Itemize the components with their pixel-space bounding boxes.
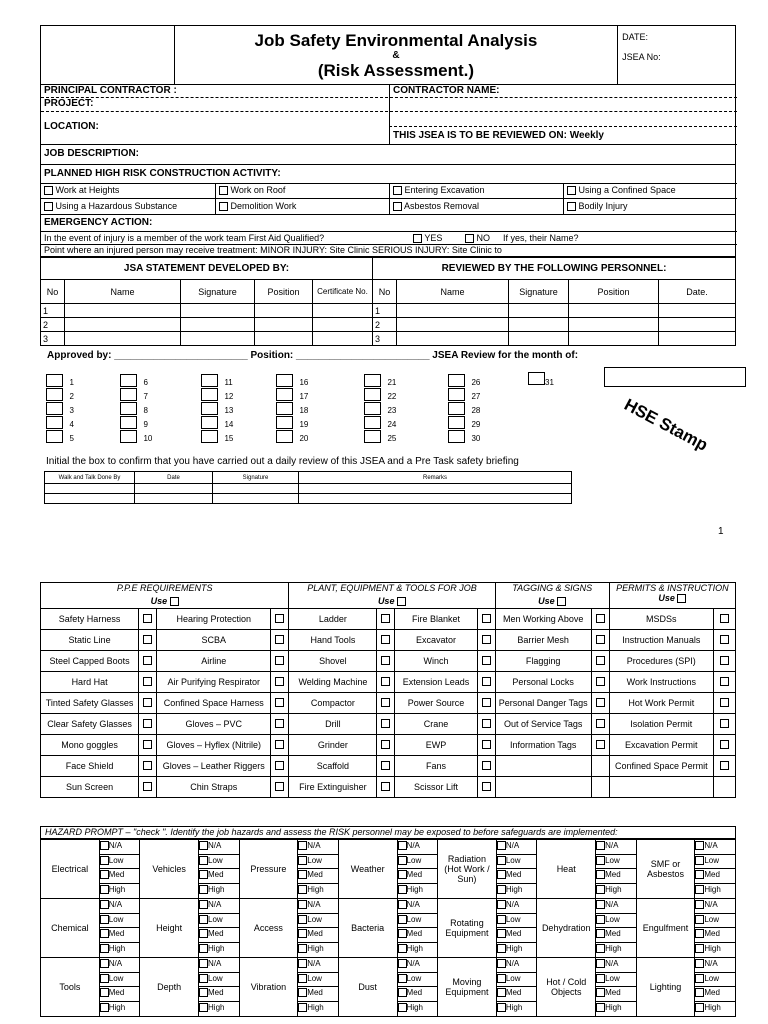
ppe-item: Safety Harness <box>41 609 139 630</box>
day-box-4[interactable]: 4 <box>46 414 74 432</box>
table-row <box>41 735 736 756</box>
ppe-item: Hearing Protection <box>157 609 271 630</box>
jsea-no-label: JSEA No: <box>622 52 661 62</box>
ppe-item: Work Instructions <box>609 672 713 693</box>
table-row: 1 1 <box>41 304 736 318</box>
ppe-checkbox[interactable] <box>377 714 395 735</box>
ppe-item: Barrier Mesh <box>495 630 591 651</box>
day-box-15[interactable]: 15 <box>201 428 233 446</box>
activity-hazardous-substance[interactable]: Using a Hazardous Substance <box>44 201 177 211</box>
day-box-20[interactable]: 20 <box>276 428 308 446</box>
emergency-title: EMERGENCY ACTION: <box>44 217 153 228</box>
ppe-item: Tinted Safety Glasses <box>41 693 139 714</box>
ppe-checkbox[interactable] <box>377 777 395 798</box>
day-box-18[interactable]: 18 <box>276 400 308 418</box>
ppe-item: Procedures (SPI) <box>609 651 713 672</box>
ppe-checkbox[interactable] <box>591 693 609 714</box>
hazard-levels[interactable]: N/A Low Med High <box>596 899 637 958</box>
hse-stamp: HSE Stamp <box>621 395 711 455</box>
day-box-6[interactable]: 6 <box>120 372 148 390</box>
date-cell <box>618 26 736 85</box>
ppe-item: Gloves – Leather Riggers <box>157 756 271 777</box>
ppe-checkbox[interactable] <box>477 651 495 672</box>
day-box-30[interactable]: 30 <box>448 428 480 446</box>
hazard-name: Tools <box>41 958 100 1017</box>
day-box-14[interactable]: 14 <box>201 414 233 432</box>
ppe-item: Drill <box>289 714 377 735</box>
hazard-name: Height <box>140 899 199 958</box>
hazard-name: Vehicles <box>140 840 199 899</box>
hazard-name: Dust <box>338 958 397 1017</box>
doc-title: Job Safety Environmental Analysis <box>254 30 538 50</box>
hazard-levels[interactable]: N/A Low Med High <box>99 899 140 958</box>
ppe-checkbox[interactable] <box>477 609 495 630</box>
ppe-checkbox[interactable] <box>591 609 609 630</box>
ppe-checkbox[interactable] <box>271 714 289 735</box>
logo-cell <box>41 26 175 85</box>
ppe-item: Out of Service Tags <box>495 714 591 735</box>
ppe-item: Welding Machine <box>289 672 377 693</box>
ppe-item: Hot Work Permit <box>609 693 713 714</box>
ppe-checkbox[interactable] <box>139 777 157 798</box>
ppe-checkbox[interactable] <box>713 756 735 777</box>
table-row <box>41 693 736 714</box>
day-box-29[interactable]: 29 <box>448 414 480 432</box>
ppe-checkbox[interactable] <box>377 672 395 693</box>
hazard-levels[interactable]: N/A Low Med High <box>695 899 736 958</box>
day-box-3[interactable]: 3 <box>46 400 74 418</box>
principal-field[interactable]: PRINCIPAL CONTRACTOR : <box>44 85 177 96</box>
hazard-levels[interactable]: N/A Low Med High <box>298 899 339 958</box>
hazard-levels[interactable]: N/A Low Med High <box>199 840 240 899</box>
ppe-item: Shovel <box>289 651 377 672</box>
table-row <box>41 756 736 777</box>
ppe-checkbox[interactable] <box>713 672 735 693</box>
ppe-checkbox[interactable] <box>271 651 289 672</box>
hazard-levels[interactable]: N/A Low Med High <box>397 958 438 1017</box>
activity-demolition[interactable]: Demolition Work <box>219 201 296 211</box>
hazard-levels[interactable]: N/A Low Med High <box>298 958 339 1017</box>
ppe-item: EWP <box>395 735 477 756</box>
fields-block <box>40 85 736 165</box>
hazard-levels[interactable]: N/A Low Med High <box>397 899 438 958</box>
col-name: Name <box>65 280 181 304</box>
date-label: DATE: <box>622 32 648 42</box>
hazard-levels[interactable]: N/A Low Med High <box>496 899 537 958</box>
hazard-levels[interactable]: N/A Low Med High <box>298 840 339 899</box>
ppe-item: Excavation Permit <box>609 735 713 756</box>
ppe-checkbox[interactable] <box>377 735 395 756</box>
ppe-checkbox[interactable] <box>139 693 157 714</box>
day-box-23[interactable]: 23 <box>364 400 396 418</box>
ppe-checkbox[interactable] <box>139 630 157 651</box>
day-box-28[interactable]: 28 <box>448 400 480 418</box>
col-certificate: Certificate No. <box>313 280 373 304</box>
ppe-item: Hand Tools <box>289 630 377 651</box>
ppe-checkbox[interactable] <box>271 630 289 651</box>
day-box-5[interactable]: 5 <box>46 428 74 446</box>
ppe-item: SCBA <box>157 630 271 651</box>
day-box-19[interactable]: 19 <box>276 414 308 432</box>
day-box-12[interactable]: 12 <box>201 386 233 404</box>
hazard-name: SMF or Asbestos <box>636 840 695 899</box>
ppe-item <box>609 777 713 798</box>
ppe-item: Scissor Lift <box>395 777 477 798</box>
day-grid <box>46 372 606 452</box>
ppe-item: Steel Capped Boots <box>41 651 139 672</box>
ppe-item: Grinder <box>289 735 377 756</box>
ppe-item: Personal Danger Tags <box>495 693 591 714</box>
ppe-checkbox[interactable] <box>271 693 289 714</box>
ppe-item: Crane <box>395 714 477 735</box>
reviewed-title: REVIEWED BY THE FOLLOWING PERSONNEL: <box>373 258 736 280</box>
ppe-checkbox[interactable] <box>591 735 609 756</box>
hazard-name: Moving Equipment <box>438 958 497 1017</box>
ppe-item: Excavator <box>395 630 477 651</box>
first-aid-question: In the event of injury is a member of the work team First Aid Qualified? <box>44 233 325 243</box>
hazard-name: Lighting <box>636 958 695 1017</box>
ppe-checkbox[interactable] <box>477 672 495 693</box>
initial-note: Initial the box to confirm that you have carried out a daily review of this JSEA and a Pre Task safety briefing <box>46 456 519 467</box>
ppe-checkbox <box>591 756 609 777</box>
day-box-13[interactable]: 13 <box>201 400 233 418</box>
hazard-name: Hot / Cold Objects <box>537 958 596 1017</box>
ppe-checkbox[interactable] <box>377 756 395 777</box>
ppe-item: Hard Hat <box>41 672 139 693</box>
hazard-levels[interactable]: N/A Low Med High <box>199 958 240 1017</box>
col-no: No <box>41 280 65 304</box>
ppe-checkbox[interactable] <box>713 714 735 735</box>
ppe-item: Face Shield <box>41 756 139 777</box>
ppe-checkbox[interactable] <box>477 756 495 777</box>
day-box-26[interactable]: 26 <box>448 372 480 390</box>
statement-table <box>40 257 736 346</box>
ppe-checkbox[interactable] <box>139 651 157 672</box>
day-box-24[interactable]: 24 <box>364 414 396 432</box>
table-row <box>41 630 736 651</box>
header-table <box>40 25 736 85</box>
doc-amp: & <box>392 49 400 61</box>
ppe-item: Compactor <box>289 693 377 714</box>
table-row <box>41 777 736 798</box>
day-box-10[interactable]: 10 <box>120 428 152 446</box>
hazard-name: Dehydration <box>537 899 596 958</box>
table-row <box>41 714 736 735</box>
day-box-21[interactable]: 21 <box>364 372 396 390</box>
day-box-9[interactable]: 9 <box>120 414 148 432</box>
day-box-27[interactable]: 27 <box>448 386 480 404</box>
ppe-item: Information Tags <box>495 735 591 756</box>
ppe-checkbox[interactable] <box>139 714 157 735</box>
ppe-checkbox[interactable] <box>139 735 157 756</box>
activity-work-at-heights[interactable]: Work at Heights <box>44 185 119 195</box>
ppe-item: Fire Extinguisher <box>289 777 377 798</box>
day-box-25[interactable]: 25 <box>364 428 396 446</box>
ppe-checkbox[interactable] <box>713 651 735 672</box>
ppe-checkbox[interactable] <box>377 630 395 651</box>
ppe-checkbox[interactable] <box>139 609 157 630</box>
title-cell <box>174 26 617 85</box>
ppe-checkbox <box>713 777 735 798</box>
ppe-checkbox[interactable] <box>713 735 735 756</box>
hazard-levels[interactable]: N/A Low Med High <box>596 840 637 899</box>
ppe-checkbox[interactable] <box>271 609 289 630</box>
ppe-item: Personal Locks <box>495 672 591 693</box>
ppe-item: Fire Blanket <box>395 609 477 630</box>
hazard-name: Chemical <box>41 899 100 958</box>
walk-talk-table: Walk and Talk Done By Date Signature Remarks <box>44 471 572 504</box>
hazard-levels[interactable]: N/A Low Med High <box>397 840 438 899</box>
ppe-checkbox[interactable] <box>377 693 395 714</box>
activity-asbestos-removal[interactable]: Asbestos Removal <box>393 201 479 211</box>
col-position-r: Position <box>569 280 659 304</box>
ppe-item: Airline <box>157 651 271 672</box>
day-box-7[interactable]: 7 <box>120 386 148 404</box>
ppe-header: PLANT, EQUIPMENT & TOOLS FOR JOB Use <box>289 583 495 609</box>
ppe-item: Instruction Manuals <box>609 630 713 651</box>
ppe-checkbox[interactable] <box>591 630 609 651</box>
ppe-item: Gloves – Hyflex (Nitrile) <box>157 735 271 756</box>
ppe-item: Clear Safety Glasses <box>41 714 139 735</box>
ppe-checkbox[interactable] <box>591 672 609 693</box>
ppe-checkbox[interactable] <box>477 735 495 756</box>
ppe-checkbox[interactable] <box>477 777 495 798</box>
table-row <box>41 958 736 1017</box>
hazard-name: Electrical <box>41 840 100 899</box>
ppe-item: Ladder <box>289 609 377 630</box>
first-aid-name[interactable]: If yes, their Name? <box>503 233 579 243</box>
hazard-levels[interactable]: N/A Low Med High <box>695 958 736 1017</box>
hazard-name: Heat <box>537 840 596 899</box>
ppe-item: Isolation Permit <box>609 714 713 735</box>
hazard-levels[interactable]: N/A Low Med High <box>99 958 140 1017</box>
ppe-item <box>495 777 591 798</box>
ppe-item: Static Line <box>41 630 139 651</box>
hazard-prompt: HAZARD PROMPT – "check ". Identify the job hazards and assess the RISK personnel may be exposed to before safeguards are implemented: <box>40 826 736 839</box>
ppe-item: Scaffold <box>289 756 377 777</box>
ppe-checkbox[interactable] <box>139 756 157 777</box>
hazard-name: Weather <box>338 840 397 899</box>
hazard-name: Rotating Equipment <box>438 899 497 958</box>
day-box-22[interactable]: 22 <box>364 386 396 404</box>
hazard-levels[interactable]: N/A Low Med High <box>99 840 140 899</box>
location-field[interactable]: LOCATION: <box>44 121 99 132</box>
table-row <box>41 609 736 630</box>
day-box-11[interactable]: 11 <box>201 372 233 390</box>
ppe-item: Fans <box>395 756 477 777</box>
ppe-checkbox[interactable] <box>271 672 289 693</box>
ppe-header: P.P.E REQUIREMENTS Use <box>41 583 289 609</box>
ppe-checkbox[interactable] <box>591 714 609 735</box>
ppe-item: Winch <box>395 651 477 672</box>
hazard-table <box>40 839 736 1017</box>
ppe-checkbox[interactable] <box>591 651 609 672</box>
col-position: Position <box>255 280 313 304</box>
hazard-name: Depth <box>140 958 199 1017</box>
month-box[interactable] <box>604 367 746 387</box>
planned-title: PLANNED HIGH RISK CONSTRUCTION ACTIVITY: <box>44 168 281 179</box>
first-aid-yes[interactable]: YES <box>413 233 442 243</box>
jsa-developed-title: JSA STATEMENT DEVELOPED BY: <box>41 258 373 280</box>
day-box-2[interactable]: 2 <box>46 386 74 404</box>
ppe-item: Gloves – PVC <box>157 714 271 735</box>
ppe-item: Power Source <box>395 693 477 714</box>
project-field[interactable]: PROJECT: <box>44 98 94 109</box>
hazard-levels[interactable]: N/A Low Med High <box>496 840 537 899</box>
ppe-item: Extension Leads <box>395 672 477 693</box>
ppe-checkbox[interactable] <box>477 693 495 714</box>
ppe-item: Chin Straps <box>157 777 271 798</box>
page-number: 1 <box>718 526 724 537</box>
ppe-table <box>40 582 736 798</box>
ppe-item: Flagging <box>495 651 591 672</box>
ppe-checkbox[interactable] <box>477 714 495 735</box>
table-row: 3 3 <box>41 332 736 346</box>
ppe-item: Confined Space Harness <box>157 693 271 714</box>
col-signature: Signature <box>181 280 255 304</box>
ppe-checkbox[interactable] <box>713 693 735 714</box>
table-row <box>41 651 736 672</box>
ppe-checkbox <box>591 777 609 798</box>
ppe-checkbox[interactable] <box>271 735 289 756</box>
hazard-levels[interactable]: N/A Low Med High <box>496 958 537 1017</box>
activity-bodily-injury[interactable]: Bodily Injury <box>567 201 628 211</box>
col-name-r: Name <box>397 280 509 304</box>
hazard-name: Access <box>239 899 298 958</box>
ppe-checkbox[interactable] <box>271 756 289 777</box>
ppe-header: PERMITS & INSTRUCTION Use <box>609 583 735 609</box>
day-box-8[interactable]: 8 <box>120 400 148 418</box>
approved-line: Approved by: ________________________ Position: ________________________ JSEA Review for the month of: <box>47 350 579 361</box>
job-description-field[interactable]: JOB DESCRIPTION: <box>44 148 140 159</box>
ppe-item: Air Purifying Respirator <box>157 672 271 693</box>
activity-entering-excavation[interactable]: Entering Excavation <box>393 185 485 195</box>
table-row: 2 2 <box>41 318 736 332</box>
treatment-point: Point where an injured person may receive treatment: MINOR INJURY: Site Clinic SERIOUS INJURY: Site Clinic to <box>44 245 502 255</box>
hazard-name: Radiation (Hot Work / Sun) <box>438 840 497 899</box>
ppe-checkbox[interactable] <box>377 651 395 672</box>
ppe-item: Sun Screen <box>41 777 139 798</box>
activity-work-on-roof[interactable]: Work on Roof <box>219 185 285 195</box>
activity-confined-space[interactable]: Using a Confined Space <box>567 185 676 195</box>
ppe-header: TAGGING & SIGNS Use <box>495 583 609 609</box>
ppe-item: MSDSs <box>609 609 713 630</box>
ppe-checkbox[interactable] <box>139 672 157 693</box>
day-box-17[interactable]: 17 <box>276 386 308 404</box>
table-row <box>41 672 736 693</box>
hazard-name: Engulfment <box>636 899 695 958</box>
contractor-field[interactable]: CONTRACTOR NAME: <box>393 85 500 96</box>
ppe-checkbox[interactable] <box>377 609 395 630</box>
col-date-r: Date. <box>659 280 736 304</box>
ppe-checkbox[interactable] <box>713 609 735 630</box>
hazard-name: Bacteria <box>338 899 397 958</box>
ppe-item: Confined Space Permit <box>609 756 713 777</box>
review-field: THIS JSEA IS TO BE REVIEWED ON: Weekly <box>393 130 604 141</box>
ppe-item <box>495 756 591 777</box>
doc-subtitle: (Risk Assessment.) <box>317 60 475 80</box>
first-aid-no[interactable]: NO <box>465 233 490 243</box>
ppe-checkbox[interactable] <box>477 630 495 651</box>
ppe-item: Men Working Above <box>495 609 591 630</box>
ppe-checkbox[interactable] <box>271 777 289 798</box>
ppe-item: Mono goggles <box>41 735 139 756</box>
col-no-r: No <box>373 280 397 304</box>
day-box-1[interactable]: 1 <box>46 372 74 390</box>
hazard-name: Pressure <box>239 840 298 899</box>
table-row <box>41 899 736 958</box>
day-box-31[interactable]: 31 <box>528 372 554 390</box>
hazard-name: Vibration <box>239 958 298 1017</box>
hazard-levels[interactable]: N/A Low Med High <box>695 840 736 899</box>
table-row <box>41 840 736 899</box>
ppe-checkbox[interactable] <box>713 630 735 651</box>
planned-activities <box>40 165 736 215</box>
emergency-block <box>40 215 736 257</box>
hazard-levels[interactable]: N/A Low Med High <box>199 899 240 958</box>
hazard-levels[interactable]: N/A Low Med High <box>596 958 637 1017</box>
day-box-16[interactable]: 16 <box>276 372 308 390</box>
col-signature-r: Signature <box>509 280 569 304</box>
